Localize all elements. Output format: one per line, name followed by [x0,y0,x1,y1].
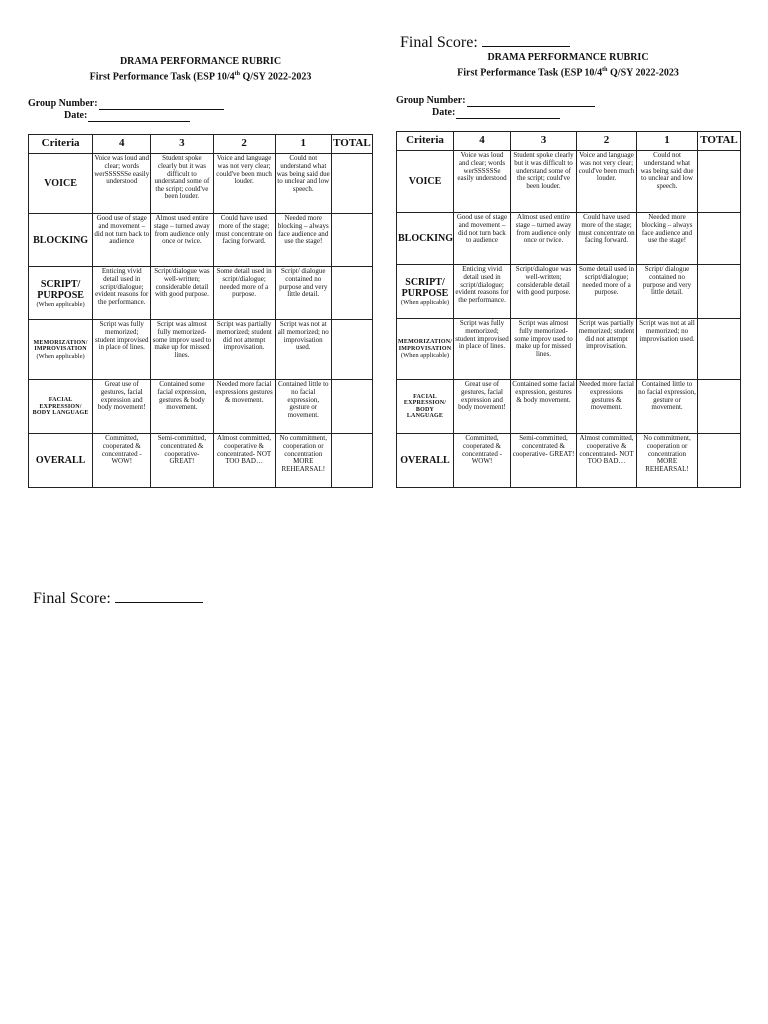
score-4-cell: Enticing vivid detail used in script/dialogue; evident reasons for the performance. [454,265,511,319]
table-row [29,320,373,380]
group-number-field[interactable] [467,96,595,107]
group-info [396,95,740,119]
table-row [397,319,741,380]
header-row [397,132,741,151]
score-3-cell: Contained some facial expression, gestures & body movement. [511,380,577,434]
header-score-4: 4 [454,132,511,151]
date-field[interactable] [88,111,190,122]
score-2-cell: Voice and language was not very clear; could've been much louder. [213,154,275,214]
score-3-cell: Almost used entire stage – turned away from audience only once or twice. [511,213,577,265]
date-field[interactable] [456,108,560,119]
score-4-cell: Good use of stage and movement – did not turn back to audience [454,213,511,265]
score-1-cell: Needed more blocking – always face audience and use the stage! [637,213,698,265]
total-cell[interactable] [331,380,372,434]
score-1-cell: Script/ dialogue contained no purpose and very little detail. [637,265,698,319]
header-score-1: 1 [637,132,698,151]
score-3-cell: Student spoke clearly but it was difficult to understand some of the script; could've been louder. [511,151,577,213]
criteria-cell: BLOCKING [397,213,454,265]
score-2-cell: Script was partially memorized; student did not attempt improvisation. [577,319,637,380]
header-criteria: Criteria [397,132,454,151]
score-2-cell: Needed more facial expressions gestures & movement. [213,380,275,434]
header-total: TOTAL [698,132,741,151]
score-1-cell: Could not understand what was being said due to unclear and low speech. [637,151,698,213]
rubric-subtitle: First Performance Task (ESP 10/4th Q/SY 2022-2023 [89,71,312,83]
score-1-cell: No commitment, cooperation or concentration MORE REHEARSAL! [637,434,698,488]
header-score-2: 2 [577,132,637,151]
score-3-cell: Script/dialogue was well-written; considerable detail with good purpose. [511,265,577,319]
score-1-cell: Script was not at all memorized; no improvisation used. [637,319,698,380]
criteria-cell: VOICE [397,151,454,213]
table-row [397,434,741,488]
score-3-cell: Script was almost fully memorized-some improv used to make up for missed lines. [511,319,577,380]
table-row [29,267,373,320]
score-1-cell: Contained little to no facial expression, gesture or movement. [275,380,331,434]
score-2-cell: Some detail used in script/dialogue; needed more of a purpose. [577,265,637,319]
header-score-2: 2 [213,135,275,154]
score-4-cell: Voice was loud and clear; words werSSSSSSe easily understood [93,154,151,214]
criteria-cell: FACIAL EXPRESSION/ BODY LANGUAGE [397,380,454,434]
date-label: Date: [64,110,88,122]
table-row [397,151,741,213]
rubric-sheet-right [396,34,740,488]
score-4-cell: Enticing vivid detail used in script/dialogue; evident reasons for the performance. [93,267,151,320]
criteria-cell: MEMORIZATION/ IMPROVISATION (When applicable) [29,320,93,380]
group-number-label: Group Number: [28,98,98,110]
score-3-cell: Contained some facial expression, gestures & body movement. [151,380,213,434]
score-2-cell: Could have used more of the stage; must concentrate on facing forward. [213,214,275,267]
final-score-right [400,34,740,52]
total-cell[interactable] [331,154,372,214]
table-row [397,265,741,319]
criteria-cell: MEMORIZATION/ IMPROVISATION (When applicable) [397,319,454,380]
header-score-3: 3 [151,135,213,154]
criteria-cell: SCRIPT/ PURPOSE (When applicable) [397,265,454,319]
criteria-cell: BLOCKING [29,214,93,267]
score-2-cell: Voice and language was not very clear; could've been much louder. [577,151,637,213]
header-score-3: 3 [511,132,577,151]
score-1-cell: Contained little to no facial expression, gesture or movement. [637,380,698,434]
total-cell[interactable] [698,319,741,380]
final-score-field[interactable] [115,590,203,603]
header-row [29,135,373,154]
score-4-cell: Great use of gestures, facial expression and body movement! [454,380,511,434]
score-1-cell: Script was not at all memorized; no improvisation used. [275,320,331,380]
final-score-label: Final Score: [33,590,111,607]
score-2-cell: Some detail used in script/dialogue; needed more of a purpose. [213,267,275,320]
score-4-cell: Script was fully memorized; student improvised in place of lines. [454,319,511,380]
score-1-cell: Could not understand what was being said due to unclear and low speech. [275,154,331,214]
score-3-cell: Script/dialogue was well-written; considerable detail with good purpose. [151,267,213,320]
rubric-subtitle: First Performance Task (ESP 10/4th Q/SY 2022-2023 [457,67,679,79]
total-cell[interactable] [331,320,372,380]
score-3-cell: Script was almost fully memorized-some improv used to make up for missed lines. [151,320,213,380]
date-label: Date: [432,107,456,119]
table-row [29,380,373,434]
criteria-cell: OVERALL [397,434,454,488]
criteria-cell: VOICE [29,154,93,214]
total-cell[interactable] [331,267,372,320]
group-number-label: Group Number: [396,95,466,107]
total-cell[interactable] [698,213,741,265]
score-4-cell: Good use of stage and movement – did not turn back to audience [93,214,151,267]
final-score-field[interactable] [482,34,570,47]
criteria-cell: FACIAL EXPRESSION/ BODY LANGUAGE [29,380,93,434]
header-total: TOTAL [331,135,372,154]
score-1-cell: Script/ dialogue contained no purpose and very little detail. [275,267,331,320]
score-3-cell: Semi-committed, concentrated & cooperative- GREAT! [511,434,577,488]
group-number-field[interactable] [99,99,224,110]
final-score-label: Final Score: [400,34,478,51]
table-row [29,214,373,267]
score-2-cell: Could have used more of the stage; must concentrate on facing forward. [577,213,637,265]
score-2-cell: Needed more facial expressions gestures & movement. [577,380,637,434]
table-row [29,434,373,488]
score-3-cell: Student spoke clearly but it was difficult to understand some of the script; could've been louder. [151,154,213,214]
score-2-cell: Script was partially memorized; student did not attempt improvisation. [213,320,275,380]
rubric-table [28,134,373,488]
table-row [397,380,741,434]
score-2-cell: Almost committed, cooperative & concentrated- NOT TOO BAD… [213,434,275,488]
rubric-table [396,131,741,488]
table-row [29,154,373,214]
score-2-cell: Almost committed, cooperative & concentrated- NOT TOO BAD… [577,434,637,488]
total-cell[interactable] [698,434,741,488]
header-score-4: 4 [93,135,151,154]
score-4-cell: Committed, cooperated & concentrated - WOW! [93,434,151,488]
table-row [397,213,741,265]
header-score-1: 1 [275,135,331,154]
score-4-cell: Great use of gestures, facial expression and body movement! [93,380,151,434]
score-4-cell: Committed, cooperated & concentrated - WOW! [454,434,511,488]
score-1-cell: Needed more blocking – always face audience and use the stage! [275,214,331,267]
rubric-title: DRAMA PERFORMANCE RUBRIC [487,52,649,63]
final-score-left [33,590,203,608]
total-cell[interactable] [698,151,741,213]
score-4-cell: Voice was loud and clear; words werSSSSSSe easily understood [454,151,511,213]
criteria-cell: SCRIPT/ PURPOSE (When applicable) [29,267,93,320]
total-cell[interactable] [331,434,372,488]
rubric-title: DRAMA PERFORMANCE RUBRIC [119,56,282,67]
total-cell[interactable] [331,214,372,267]
total-cell[interactable] [698,380,741,434]
score-4-cell: Script was fully memorized; student improvised in place of lines. [93,320,151,380]
score-3-cell: Almost used entire stage – turned away from audience only once or twice. [151,214,213,267]
rubric-sheet-left [28,56,373,488]
criteria-cell: OVERALL [29,434,93,488]
total-cell[interactable] [698,265,741,319]
group-info [28,98,373,122]
score-1-cell: No commitment, cooperation or concentration MORE REHEARSAL! [275,434,331,488]
score-3-cell: Semi-committed, concentrated & cooperative- GREAT! [151,434,213,488]
header-criteria: Criteria [29,135,93,154]
